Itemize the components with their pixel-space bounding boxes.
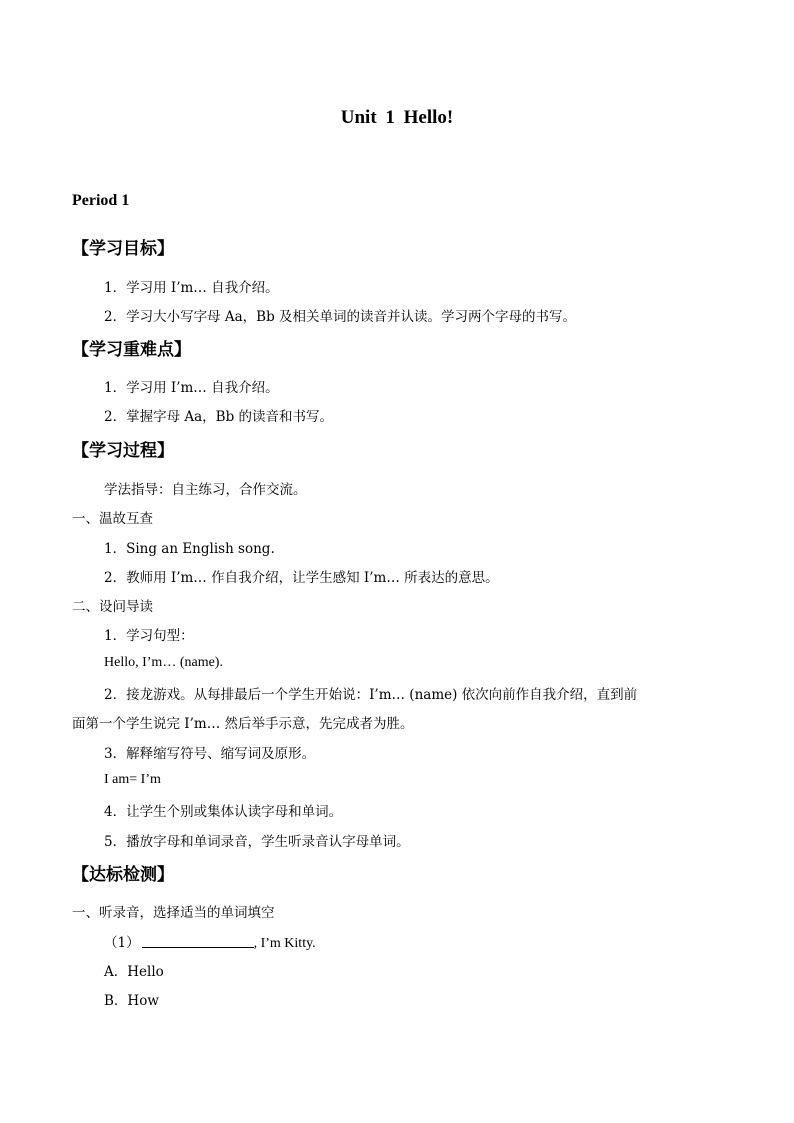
goal-item-1: 1．学习用 I’m… 自我介绍。 xyxy=(104,280,279,296)
period-label: Period 1 xyxy=(72,192,130,209)
option-b: B．How xyxy=(104,993,159,1009)
part2-item-2-line1: 2．接龙游戏。从每排最后一个学生开始说：I’m… (name) 依次向前作自我介绍，直到前 xyxy=(104,687,638,703)
part2-example-3: I am= I’m xyxy=(104,772,161,787)
question-1-text: , I’m Kitty. xyxy=(253,936,316,951)
part2-example-1: Hello, I’m… (name). xyxy=(104,655,223,670)
question-1-line xyxy=(104,931,316,952)
part1-item-1: 1．Sing an English song. xyxy=(104,541,275,557)
heading-assessment: 【达标检测】 xyxy=(72,865,174,885)
heading-learning-goals: 【学习目标】 xyxy=(72,239,174,259)
heading-learning-process: 【学习过程】 xyxy=(72,441,174,461)
key-point-item-2: 2．掌握字母 Aa，Bb 的读音和书写。 xyxy=(104,409,334,425)
part2-title: 二、设问导读 xyxy=(72,599,153,615)
method-guide: 学法指导：自主练习，合作交流。 xyxy=(104,482,307,498)
part2-item-3: 3．解释缩写符号、缩写词及原形。 xyxy=(104,746,316,762)
goal-item-2: 2．学习大小写字母 Aa，Bb 及相关单词的读音并认读。学习两个字母的书写。 xyxy=(104,309,577,325)
question-1-number: （1） xyxy=(104,935,140,951)
part2-item-5: 5．播放字母和单词录音，学生听录音认字母单词。 xyxy=(104,834,410,850)
key-point-item-1: 1．学习用 I’m… 自我介绍。 xyxy=(104,380,279,396)
question-1-title: 一、听录音，选择适当的单词填空 xyxy=(72,905,275,921)
part2-item-1: 1．学习句型： xyxy=(104,628,194,644)
part2-item-2-line2: 面第一个学生说完 I’m… 然后举手示意，先完成者为胜。 xyxy=(72,716,414,732)
part1-item-2: 2．教师用 I’m… 作自我介绍，让学生感知 I’m… 所表达的意思。 xyxy=(104,570,499,586)
part1-title: 一、温故互查 xyxy=(72,511,153,527)
heading-key-points: 【学习重难点】 xyxy=(72,340,191,360)
answer-blank[interactable] xyxy=(142,935,254,948)
option-a: A．Hello xyxy=(104,964,164,980)
part2-item-4: 4．让学生个别或集体认读字母和单词。 xyxy=(104,804,343,820)
doc-title: Unit 1 Hello! xyxy=(340,107,454,128)
